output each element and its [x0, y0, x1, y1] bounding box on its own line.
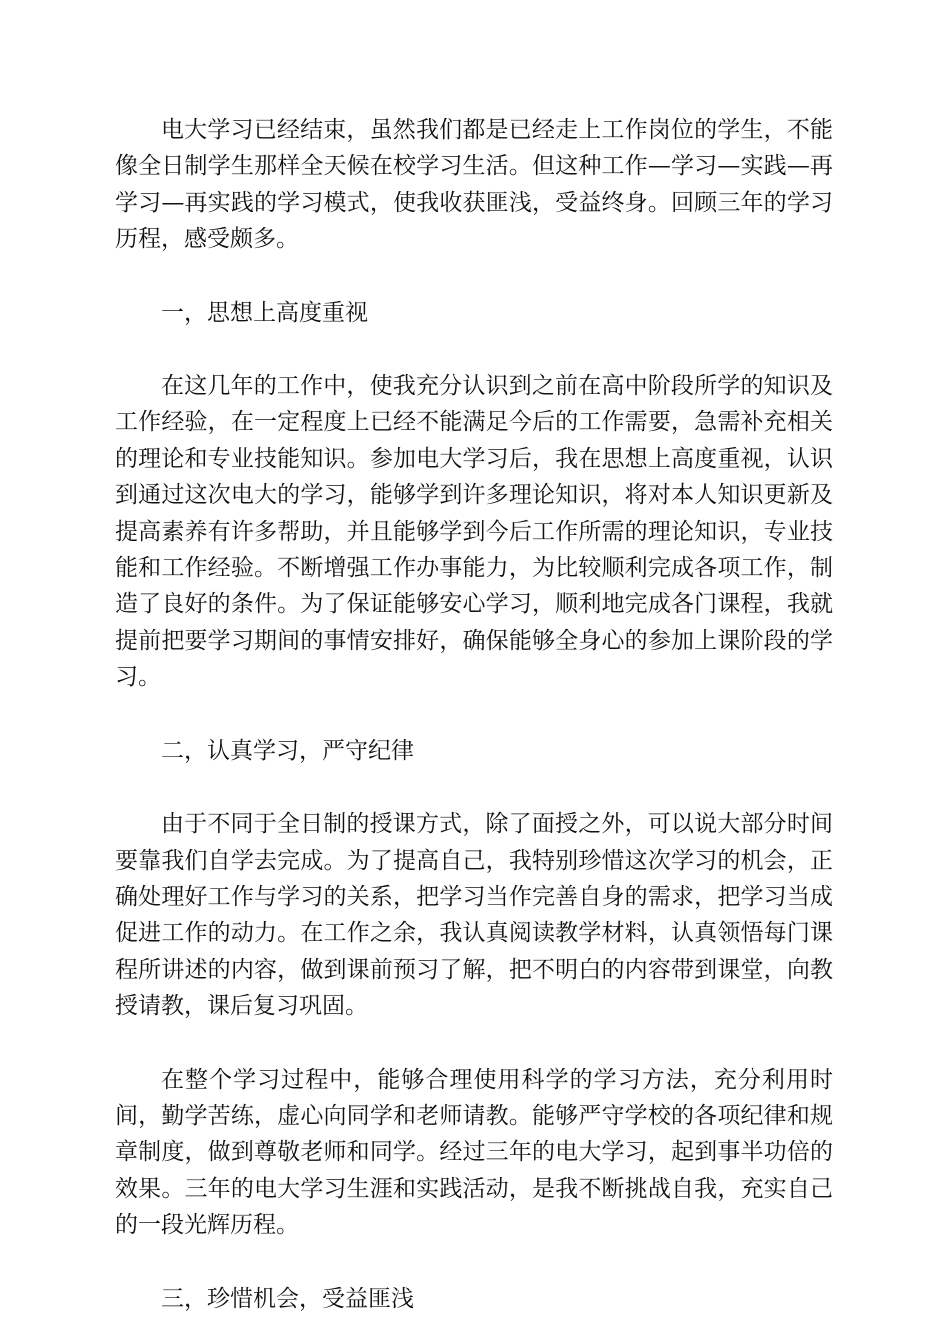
section-heading-1: 一，思想上高度重视 — [161, 299, 368, 326]
section-heading-2: 二，认真学习，严守纪律 — [161, 737, 414, 764]
body-paragraph-1: 在这几年的工作中，使我充分认识到之前在高中阶段所学的知识及工作经验，在一定程度上已经不能满足今后的工作需要，急需补充相关的理论和专业技能知识。参加电大学习后，我在思想上高度重视，认识到通过这次电大的学习，能够学到许多理论知识，将对本人知识更新及提高素养有许多帮助，并且能够学到今后工作所需的理论知识，专业技能和工作经验。不断增强工作办事能力，为比较顺利完成各项工作，制造了良好的条件。为了保证能够安心学习，顺利地完成各门课程，我就提前把要学习期间的事情安排好，确保能够全身心的参加上课阶段的学习。 — [115, 373, 833, 691]
body-paragraph-3: 在整个学习过程中，能够合理使用科学的学习方法，充分利用时间，勤学苦练，虚心向同学和老师请教。能够严守学校的各项纪律和规章制度，做到尊敬老师和同学。经过三年的电大学习，起到事半功倍的效果。三年的电大学习生涯和实践活动，是我不断挑战自我，充实自己的一段光辉历程。 — [115, 1066, 833, 1239]
document-page — [115, 112, 833, 1317]
section-heading-3: 三，珍惜机会，受益匪浅 — [161, 1285, 414, 1312]
intro-paragraph: 电大学习已经结束，虽然我们都是已经走上工作岗位的学生，不能像全日制学生那样全天候在校学习生活。但这种工作—学习—实践—再学习—再实践的学习模式，使我收获匪浅，受益终身。回顾三年的学习历程，感受颇多。 — [115, 117, 834, 253]
body-paragraph-2: 由于不同于全日制的授课方式，除了面授之外，可以说大部分时间要靠我们自学去完成。为了提高自己，我特别珍惜这次学习的机会，正确处理好工作与学习的关系，把学习当作完善自身的需求，把学习当成促进工作的动力。在工作之余，我认真阅读教学材料，认真领悟每门课程所讲述的内容，做到课前预习了解，把不明白的内容带到课堂，向教授请教，课后复习巩固。 — [115, 811, 833, 1020]
